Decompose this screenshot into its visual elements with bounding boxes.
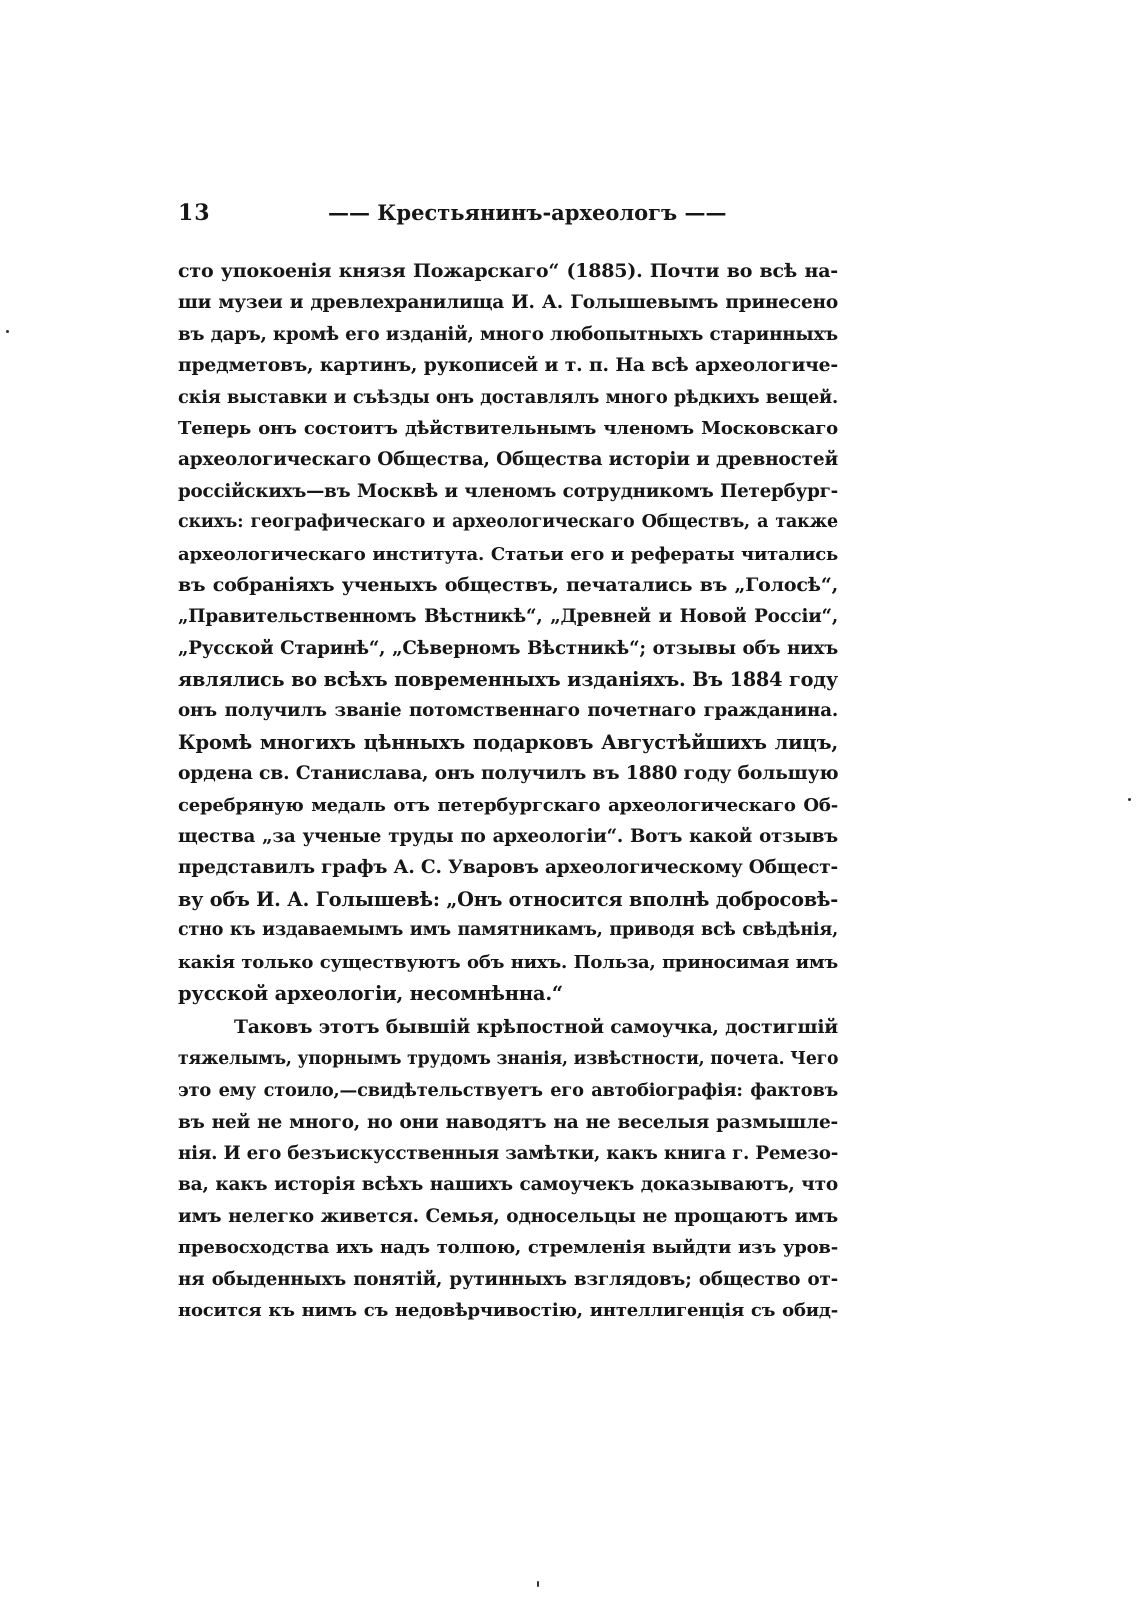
text-line: нія. И его безъискусственныя замѣтки, какъ книга г. Ремезо- [178, 1142, 839, 1164]
text-line: онъ получилъ званіе потомственнаго почетнаго гражданина. [178, 700, 838, 722]
page-number: 13 [178, 200, 211, 226]
text-line: „Русской Старинѣ“, „Сѣверномъ Вѣстникѣ“; отзывы объ нихъ [178, 637, 838, 659]
text-line: россійскихъ—въ Москвѣ и членомъ сотрудникомъ Петербург- [178, 480, 838, 502]
text-line: въ ней не много, но они наводятъ на не веселыя размышле- [178, 1111, 838, 1133]
text-line: серебряную медаль отъ петербургскаго археологическаго Об- [178, 794, 838, 816]
running-title: —— Крестьянинъ-археологъ —— [328, 200, 727, 225]
text-line: въ собраніяхъ ученыхъ обществъ, печатались въ „Голосѣ“, [178, 573, 838, 596]
body-text [178, 256, 838, 1326]
text-line: ву объ И. А. Голышевѣ: „Онъ относится вполнѣ добросовѣ- [178, 887, 839, 911]
text-line: ордена св. Станислава, онъ получилъ въ 1880 году большую [178, 762, 839, 785]
text-line: тяжелымъ, упорнымъ трудомъ знанія, извѣстности, почета. Чего [178, 1048, 839, 1069]
text-line: ня обыденныхъ понятій, рутинныхъ взглядовъ; общество от- [178, 1268, 838, 1290]
text-line: археологическаго института. Статьи его и рефераты читались [178, 543, 838, 565]
text-line: Теперь онъ состоитъ дѣйствительнымъ членомъ Московскаго [178, 417, 838, 439]
page-header [178, 200, 838, 232]
text-line: являлись во всѣхъ повременныхъ изданіяхъ. Въ 1884 году [178, 668, 838, 692]
text-line: щества „за ученые труды по археологіи“. Вотъ какой отзывъ [178, 826, 838, 848]
text-line: стно къ издаваемымъ имъ памятникамъ, приводя всѣ свѣдѣнія, [178, 920, 838, 941]
text-line: Таковъ этотъ бывшій крѣпостной самоучка, достигшій [234, 1016, 838, 1039]
text-line: скія выставки и съѣзды онъ доставлялъ много рѣдкихъ вещей. [178, 386, 838, 408]
text-line: какія только существуютъ объ нихъ. Польза, приносимая имъ [178, 951, 838, 973]
text-line: „Правительственномъ Вѣстникѣ“, „Древней и Новой Россіи“, [178, 606, 838, 628]
text-line: представилъ графъ А. С. Уваровъ археологическому Общест- [178, 857, 838, 879]
text-line: превосходства ихъ надъ толпою, стремленія выйдти изъ уров- [178, 1237, 838, 1259]
text-line: скихъ: географическаго и археологическаго Обществъ, а также [178, 512, 838, 533]
text-line: предметовъ, картинъ, рукописей и т. п. На всѣ археологиче- [178, 354, 838, 377]
text-line: носится къ нимъ съ недовѣрчивостію, интеллигенція съ обид- [178, 1299, 838, 1321]
text-line: Кромѣ многихъ цѣнныхъ подарковъ Августѣйшихъ лицъ, [178, 730, 838, 754]
text-line: сто упокоенія князя Пожарскаго“ (1885). Почти во всѣ на- [178, 260, 838, 282]
text-line: ши музеи и древлехранилища И. А. Голышевымъ принесено [178, 292, 838, 314]
text-line: въ даръ, кромѣ его изданій, много любопытныхъ старинныхъ [178, 323, 838, 345]
text-line: имъ нелегко живется. Семья, односельцы не прощаютъ имъ [178, 1205, 838, 1227]
text-line: русской археологіи, несомнѣнна.“ [178, 981, 563, 1005]
text-line: археологическаго Общества, Общества исторіи и древностей [178, 449, 838, 471]
scan-speck [1128, 798, 1131, 801]
scan-speck [6, 330, 9, 333]
text-line: ва, какъ исторія всѣхъ нашихъ самоучекъ доказываютъ, что [178, 1174, 838, 1196]
scan-speck [537, 1581, 539, 1587]
text-line: это ему стоило,—свидѣтельствуетъ его автобіографія: фактовъ [178, 1080, 838, 1102]
